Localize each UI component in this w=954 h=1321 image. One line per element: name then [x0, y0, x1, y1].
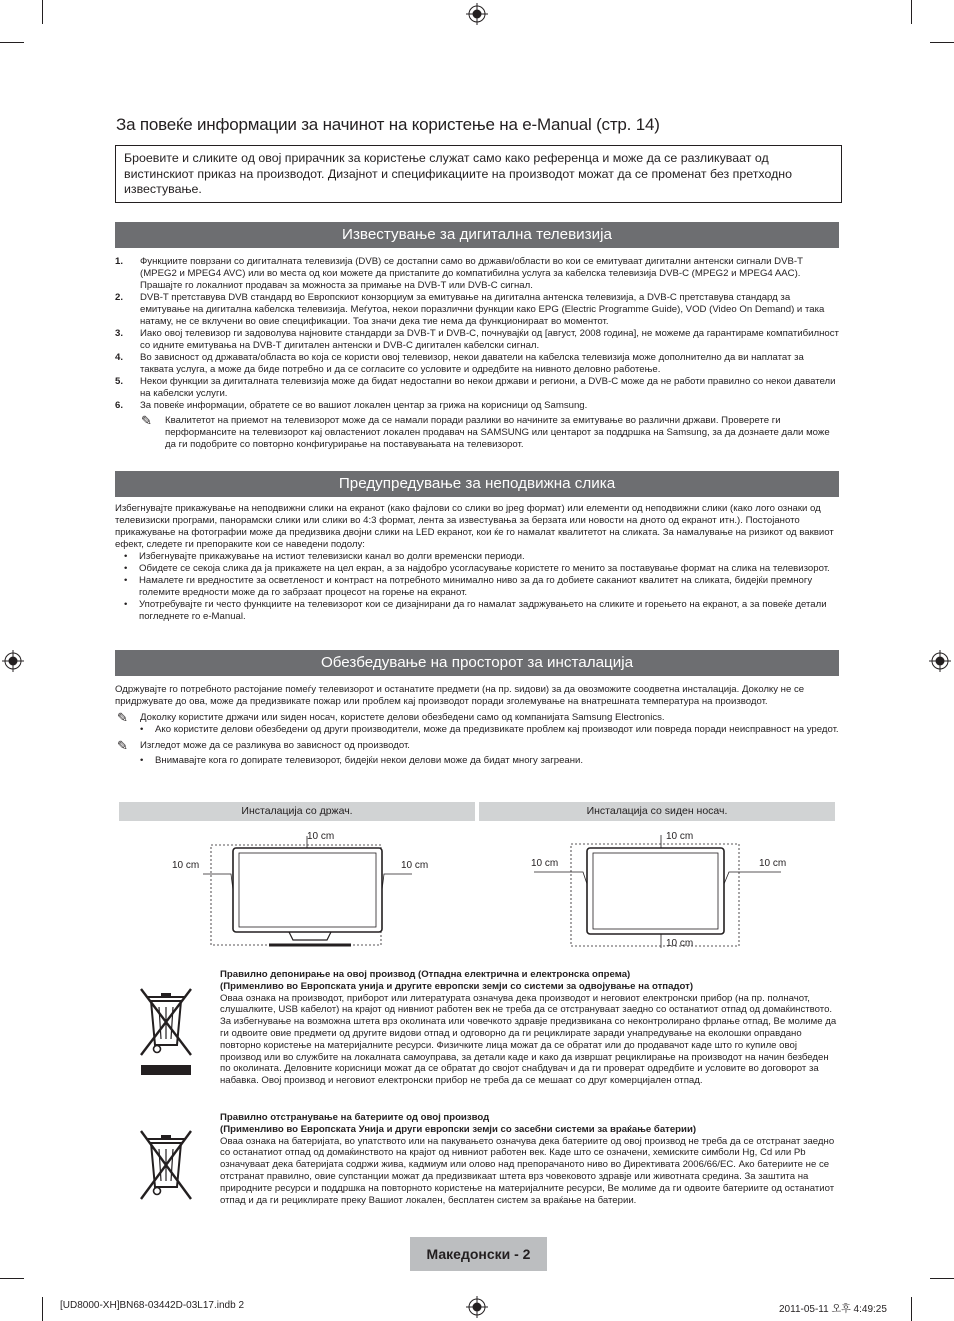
- dimension-label-left: 10 cm: [172, 860, 200, 871]
- disclaimer-box: Броевите и сликите од овој прирачник за користење служат само како референца и може да се разликуваат од вистинскиот приказ на производот. Дизајнот и спецификациите на производот можат да се променат без претходно известување.: [115, 145, 842, 203]
- diagram-caption-wall: Инсталација со ѕиден носач.: [479, 802, 835, 821]
- wall-mount-installation-diagram: [479, 822, 835, 952]
- weee-disposal-text: [220, 969, 839, 1087]
- memo-note: ✎ Квалитетот на приемот на телевизорот може да се намали поради разлики во начините за емитување во различни држави. Проверете ги перформансите на телевизорот кај овластениот локален продавач на SAMSUNG или центарот за поддршка на Samsung, за да дознаете дали може да ги подобрите со повторно конфигурирање на поставувањата на телевизорот.: [141, 413, 830, 450]
- list-item: • Употребувајте ги често функциите на телевизорот кои се дизајнирани да го намалат задржувањето на сликите и горењето на екранот, а за повеќе детали погледнете го e-Manual.: [115, 599, 839, 623]
- registration-mark-icon: [466, 1296, 488, 1318]
- list-item: • Обидете се секоја слика да ја прикажете на цел екран, а за најдобро усогласување користете го менито за поставување формат на слика на телевизорот.: [115, 563, 839, 575]
- registration-mark-icon: [466, 3, 488, 25]
- battery-subtitle: (Применливо во Европската Унија и други европски земји со засебни системи за враќање батерии): [220, 1123, 697, 1135]
- registration-mark-icon: [2, 650, 24, 672]
- dimension-label-top: 10 cm: [307, 831, 335, 842]
- battery-body: Оваа ознака на батеријата, во упатството или на пакувањето означува дека батериите од овој производ не треба да се отстранат заедно со останатиот отпад од домаќинството на крајот од нивниот работен век. Каде што се означени, хемиските симболи Hg, Cd или Pb означуваат дека батеријата содржи жива, кадмиум или олово над препорачаното ниво во Директивата 2006/66/EC. Ако батериите не се отстранат правилно, овие супстанции можат да предизвикаат штета врз човековото здравје или животната средина. За заштита на природните ресурси и поддршка на повторното користење на материјалните ресурси, Ве молиме да ги одвоите батериите од останатиот отпад и да ги рециклирате преку Вашиот локален, бесплатен систем за враќање на батерии.: [220, 1135, 835, 1206]
- dimension-label-left: 10 cm: [531, 858, 559, 869]
- battery-title: Правилно отстранување на батериите од овој производ: [220, 1112, 490, 1123]
- weee-subtitle: (Применливо во Европската унија и другите европски земји со системи за одвојување на отпадот): [220, 980, 694, 992]
- diagram-caption-stand: Инсталација со држач.: [119, 802, 475, 821]
- section-heading-still-image: Предупредување за неподвижна слика: [115, 471, 839, 497]
- list-item: 2. DVB-T претставува DVB стандард во Европскиот конзорциум за емитување на дигитална антенска телевизија, а DVB-C претставува стандард за емитување на дигитална кабелска телевизија. Меѓутоа, некои поразлични функции како EPG (Electric Programme Guide), VOD (Video On Demand) и така натаму, не се вклучени во овие спецификации. Тоа значи дека тие нема да функционираат во моментот.: [115, 292, 825, 327]
- section-heading-digital-tv: Известување за дигитална телевизија: [115, 222, 839, 248]
- weee-title: Правилно депонирање на овој производ (Отпадна електрична и електронска опрема): [220, 969, 631, 980]
- memo-note: ✎ Изгледот може да се разликува во зависност од производот.: [117, 738, 410, 753]
- weee-body: Оваа ознака на производот, приборот или литературата означува дека производот и неговиот електронски прибор (на пр. полначот, слушалките, USB кабелот) на крајот од нивниот работен век не треба да се отстрануваат заедно со останатиот отпад од домаќинството. За избегнување на возможна штета врз околината или човечкото здравје предизвикана со неконтролирано фрлање отпад, Ве молиме да ги одвоите овие предмети од другите видови отпад и одговорно да ги рециклирате заради унапредување на еколошки оправдано повторно користење на материјалните ресурси. Физичките лица можат да се обратат или до продавачот каде што го купиле овој производ или во службите на локалната самоуправа, за детали каде и како да извршат рециклирање на производот на начин безбеден по околината. Деловните корисници можат да се обратат до својот снабдувач и да ги проверат одредбите и условите во договорот за набавка. Овој производ и неговиот електронски прибор не треба да се мешаат со друг комерцијален отпад.: [220, 992, 837, 1087]
- page-title: За повеќе информации за начинот на користење на e-Manual (стр. 14): [116, 115, 660, 134]
- crossed-out-battery-bin-icon: [137, 1127, 195, 1205]
- installation-section: [115, 684, 839, 767]
- list-item: 5. Некои функции за дигиталната телевизија може да бидат недостапни во некои држави и региони, а DVB-C може да не работи правилно со некои даватели на кабелски услуги.: [115, 376, 836, 399]
- page-number-label: Македонски - 2: [410, 1237, 547, 1271]
- list-item: 4. Во зависност од државата/областа во која се користи овој телевизор, некои даватели на кабелска телевизија може дополнително да ви наплатат за таквата услуга, а може да биде потребно и да се согласите со условите и одредбите на нивното деловно работење.: [115, 352, 804, 375]
- dimension-label-right: 10 cm: [401, 860, 429, 871]
- list-item: 3. Иако овој телевизор ги задоволува најновите стандарди за DVB-T и DVB-C, почнувајќи од [август, 2008 година], не можеме да гарантираме компатибилност со идните емитувања на DVB-T дигитален антенски и DVB-C дигитален кабелски сигнал.: [115, 328, 839, 351]
- list-item: 6. За повеќе информации, обратете се во вашиот локален центар за грижа на корисници од Samsung.: [115, 400, 588, 411]
- still-image-section: [115, 503, 839, 623]
- registration-mark-icon: [929, 650, 951, 672]
- pencil-note-icon: ✎: [117, 710, 128, 725]
- list-item: • Внимавајте кога го допирате телевизорот, бидејќи некои делови може да бидат многу загреани.: [115, 755, 839, 767]
- file-name: [UD8000-XH]BN68-03442D-03L17.indb 2: [60, 1300, 245, 1311]
- print-timestamp: 2011-05-11 오후 4:49:25: [779, 1304, 887, 1315]
- memo-note: ✎ Доколку користите држачи или ѕиден носач, користете делови обезбедени само од компанијата Samsung Electronics.: [117, 710, 665, 725]
- list-item: • Избегнувајте прикажување на истиот телевизиски канал во долги временски периоди.: [115, 551, 839, 563]
- digital-tv-list: [115, 256, 839, 451]
- still-image-bullets: [115, 551, 839, 623]
- crossed-out-wheelie-bin-icon: [137, 983, 195, 1077]
- list-item: • Ако користите делови обезбедени од други производители, може да предизвикате проблем кај производот или повреда поради неисправност на уредот.: [115, 724, 839, 736]
- dimension-label-bottom: 10 cm: [666, 938, 694, 949]
- list-item: • Намалете ги вредностите за осветленост и контраст на потребното минимално ниво за да го добиете саканиот квалитет на сликата, бидејќи премногу големите вредности може да го забрзаат процесот на горење на екранот.: [115, 575, 839, 599]
- battery-disposal-text: [220, 1112, 839, 1206]
- section-heading-installation: Обезбедување на просторот за инсталација: [115, 650, 839, 676]
- dimension-label-right: 10 cm: [759, 858, 787, 869]
- pencil-note-icon: ✎: [141, 413, 152, 428]
- still-image-intro: Избегнувајте прикажување на неподвижни слики на екранот (како фајлови со слики во jpeg формат) или елементи од неподвижни слики (како лого ознаки од телевизиски програми, панорамски слики или слики во 4:3 формат, лента за известувања за берзата или новости на дното од екранот итн.). Постојаното прикажување на фотографии може да предизвика двојни слики на LED екранот, кои ќе го намалат квалитетот на сликата. За намалување на ризикот од ваквиот ефект, следете ги препораките кои се наведени подолу:: [115, 503, 834, 550]
- installation-intro: Одржувајте го потребното растојание помеѓу телевизорот и останатите предмети (на пр. ѕидови) за да овозможите соодветна инсталација. Доколку не се придржувате до ова, може да предизвикате пожар или проблем кај производот поради зголемување на внатрешната температура на производот.: [115, 684, 805, 707]
- dimension-label-top: 10 cm: [666, 831, 694, 842]
- stand-installation-diagram: [119, 822, 475, 952]
- list-item: 1. Функциите поврзани со дигиталната телевизија (DVB) се достапни само во држави/области во кои се емитуваат дигитални антенски сигнали DVB-T (MPEG2 и MPEG4 AVC) или во места од кои можете да пристапите до компатибилна услуга за кабелска телевизија DVB-C (MPEG2 и MPEG4 AAC). Прашајте го локалниот продавач за можноста за примање на DVB-T или DVB-C сигнал.: [115, 256, 803, 291]
- pencil-note-icon: ✎: [117, 738, 128, 753]
